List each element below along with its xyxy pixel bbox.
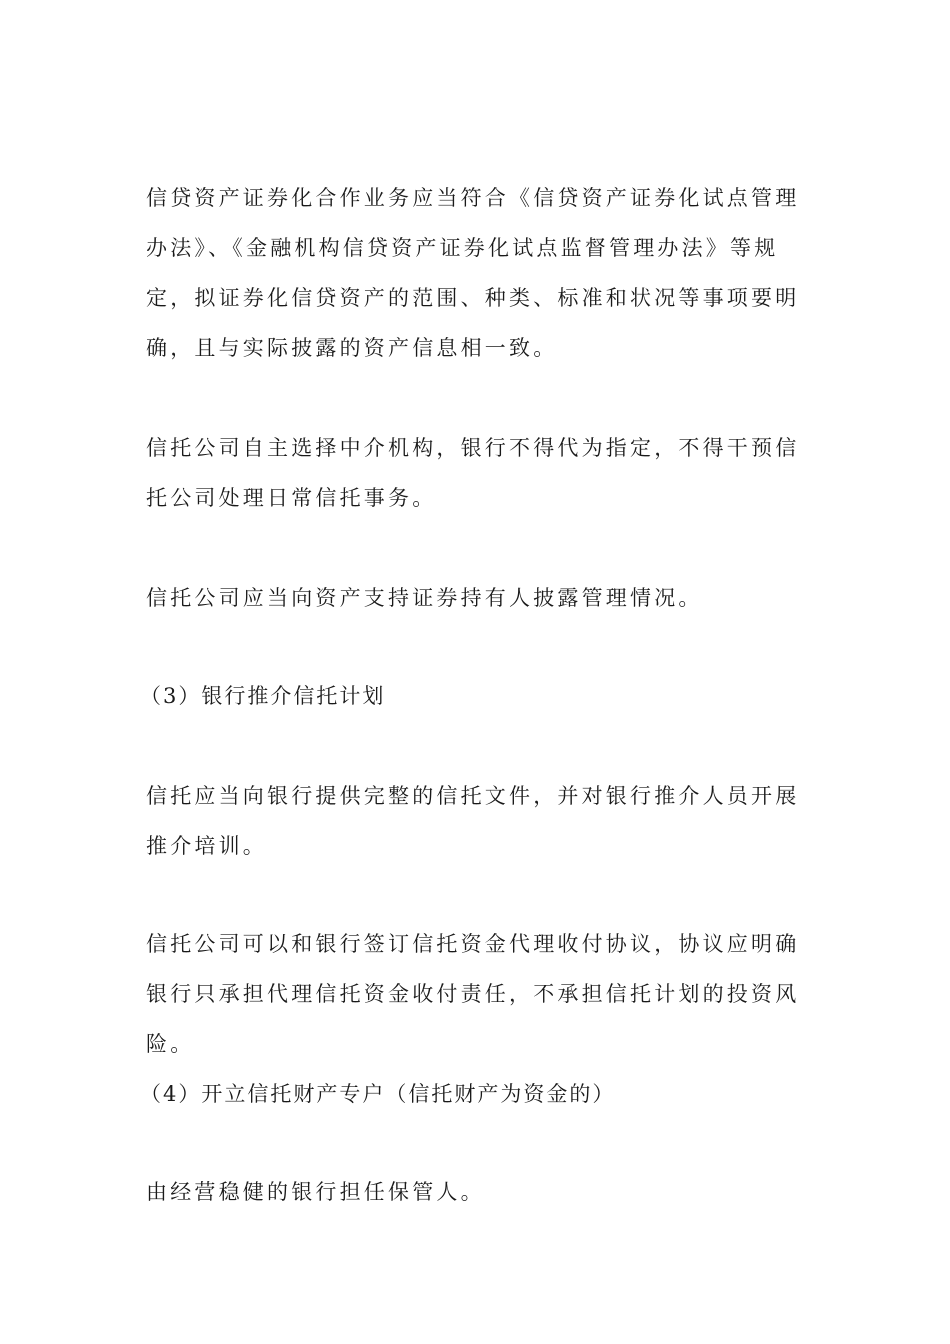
paragraph-trust-documents: 信托应当向银行提供完整的信托文件，并对银行推介人员开展推介培训。 (146, 784, 800, 858)
paragraph-custodian: 由经营稳健的银行担任保管人。 (146, 1180, 485, 1204)
paragraph-payment-agreement: 信托公司可以和银行签订信托资金代理收付协议，协议应明确银行只承担代理信托资金收付责任，不承担信托计划的投资风险。 (146, 932, 800, 1056)
paragraph-intermediary-selection: 信托公司自主选择中介机构，银行不得代为指定，不得干预信托公司处理日常信托事务。 (146, 436, 800, 510)
paragraph-disclosure: 信托公司应当向资产支持证券持有人披露管理情况。 (146, 586, 703, 610)
section-heading-3: （3）银行推介信托计划 (140, 684, 386, 708)
section-heading-4: （4）开立信托财产专户（信托财产为资金的） (140, 1082, 616, 1106)
paragraph-securitization-rules: 信贷资产证券化合作业务应当符合《信贷资产证券化试点管理办法》、《金融机构信贷资产证券化试点监督管理办法》等规定，拟证券化信贷资产的范围、种类、标准和状况等事项要明确，且与实际披露的资产信息相一致。 (146, 186, 800, 360)
